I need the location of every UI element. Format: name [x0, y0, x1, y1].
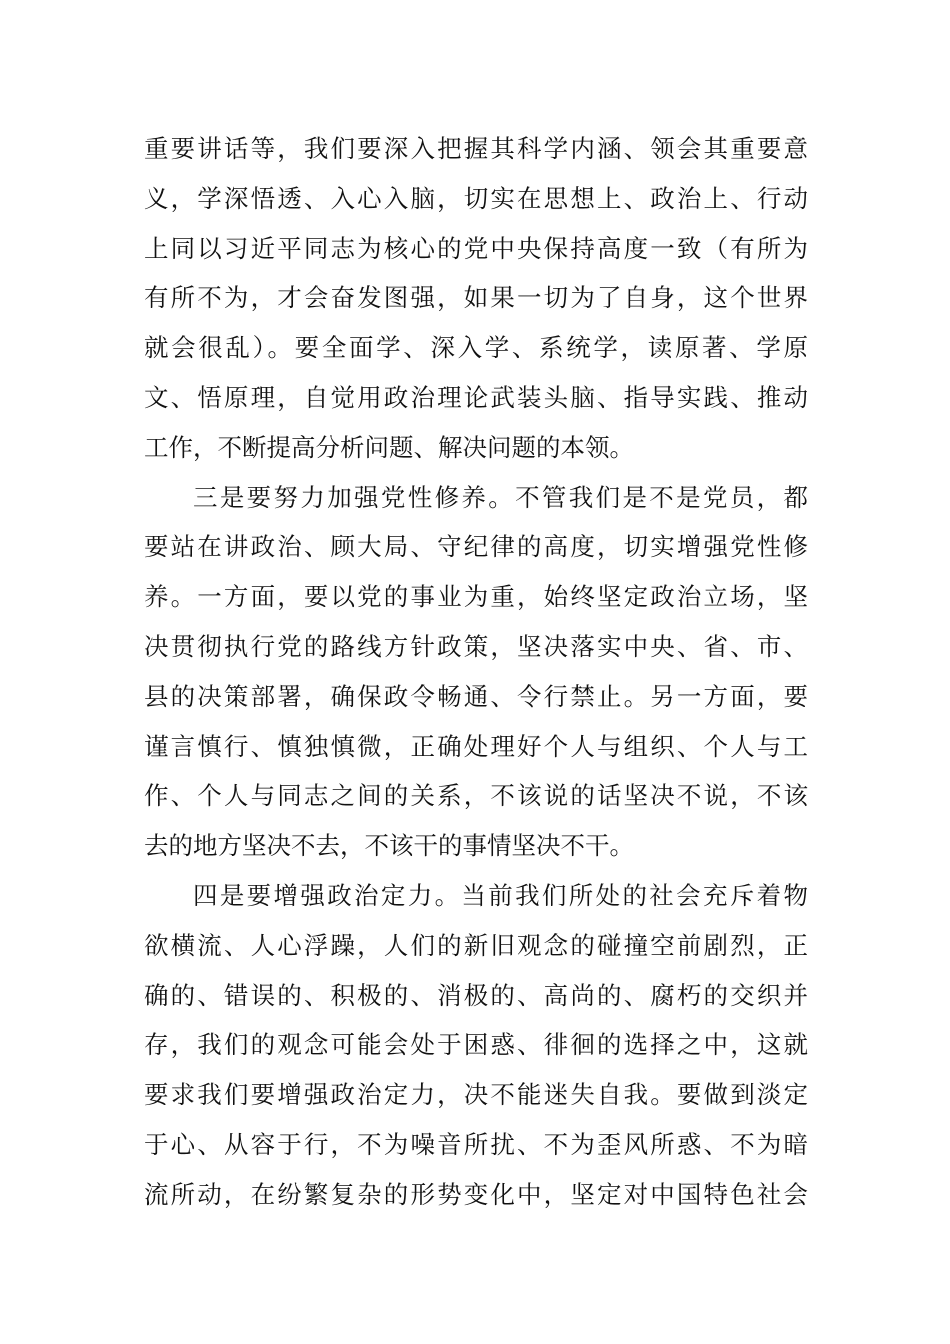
- text-line: 存，我们的观念可能会处于困惑、徘徊的选择之中，这就: [144, 1030, 808, 1060]
- text-line: 确的、错误的、积极的、消极的、高尚的、腐朽的交织并: [144, 980, 808, 1010]
- text-line: 重要讲话等，我们要深入把握其科学内涵、领会其重要意: [144, 134, 808, 163]
- paragraph-first-line: 三是要努力加强党性修养。不管我们是不是党员，都: [193, 482, 808, 512]
- text-line: 就会很乱）。要全面学、深入学、系统学，读原著、学原: [144, 333, 808, 363]
- text-line: 县的决策部署，确保政令畅通、令行禁止。另一方面，要: [144, 681, 808, 711]
- text-line: 去的地方坚决不去，不该干的事情坚决不干。: [144, 831, 634, 861]
- text-line: 要求我们要增强政治定力，决不能迷失自我。要做到淡定: [144, 1080, 808, 1110]
- paragraph-first-line: 四是要增强政治定力。当前我们所处的社会充斥着物: [193, 880, 808, 910]
- text-line: 于心、从容于行，不为噪音所扰、不为歪风所惑、不为暗: [144, 1129, 808, 1159]
- text-line: 要站在讲政治、顾大局、守纪律的高度，切实增强党性修: [144, 532, 808, 562]
- text-line: 流所动，在纷繁复杂的形势变化中，坚定对中国特色社会: [144, 1179, 808, 1209]
- text-line: 决贯彻执行党的路线方针政策，坚决落实中央、省、市、: [144, 631, 808, 661]
- text-line: 上同以习近平同志为核心的党中央保持高度一致（有所为: [144, 233, 808, 263]
- text-line: 谨言慎行、慎独慎微，正确处理好个人与组织、个人与工: [144, 731, 808, 761]
- text-line: 有所不为，才会奋发图强，如果一切为了自身，这个世界: [144, 283, 808, 313]
- text-line: 欲横流、人心浮躁，人们的新旧观念的碰撞空前剧烈，正: [144, 930, 808, 960]
- body-text: [144, 124, 808, 1220]
- text-line: 作、个人与同志之间的关系，不该说的话坚决不说，不该: [144, 781, 808, 811]
- text-line: 养。一方面，要以党的事业为重，始终坚定政治立场，坚: [144, 582, 808, 612]
- text-line: 工作，不断提高分析问题、解决问题的本领。: [144, 432, 634, 462]
- text-line: 义，学深悟透、入心入脑，切实在思想上、政治上、行动: [144, 183, 808, 213]
- text-line: 文、悟原理，自觉用政治理论武装头脑、指导实践、推动: [144, 382, 808, 412]
